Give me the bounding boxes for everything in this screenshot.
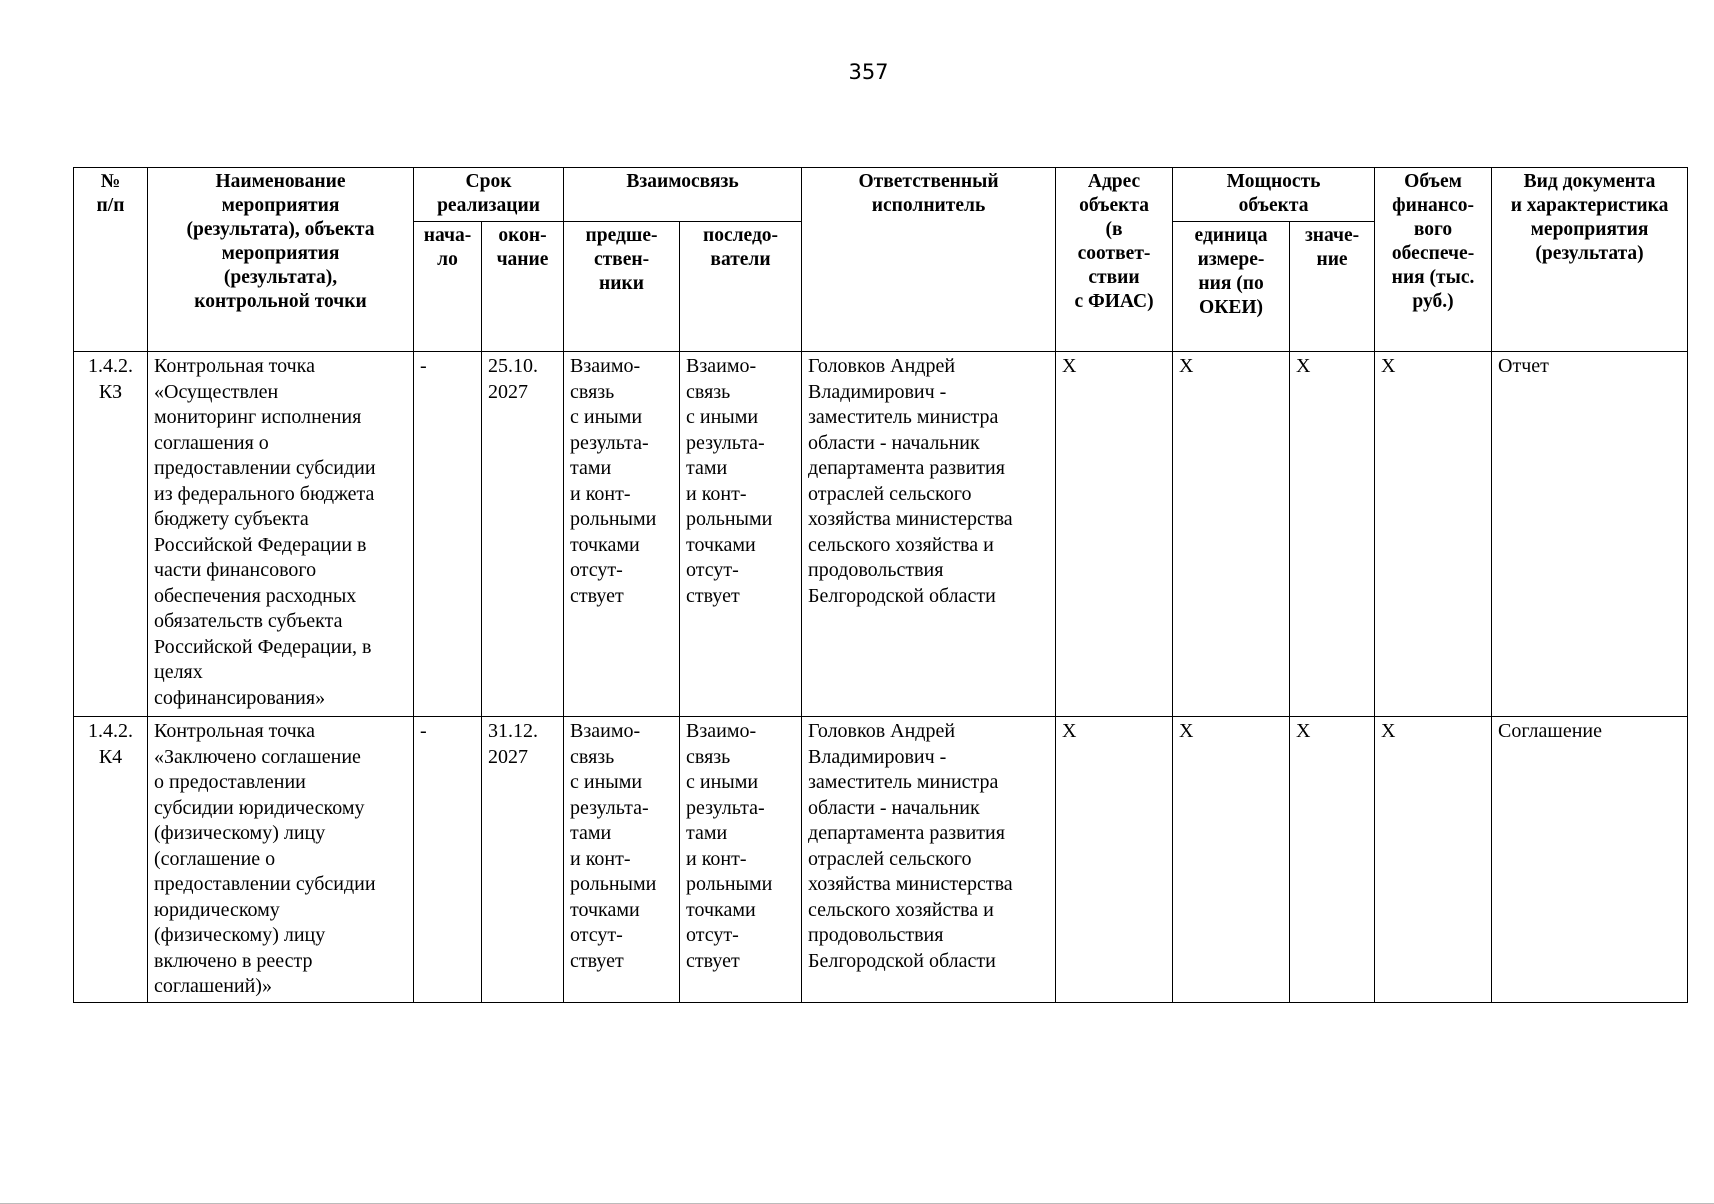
text-line: чание [496, 249, 549, 270]
cell-doc: Отчет [1492, 352, 1688, 717]
text-line: Взаимо- [686, 720, 757, 742]
cell-prev [564, 717, 680, 1003]
text-line: Российской Федерации в [154, 533, 367, 556]
text-line: департамента развития [808, 822, 1005, 844]
text-line: окон- [498, 225, 547, 246]
cell-start: - [414, 352, 482, 717]
text-line: Белгородской области [808, 949, 996, 972]
cell-end [482, 352, 564, 717]
text-line: 1.4.2. [88, 355, 133, 377]
text-line: тами [686, 822, 728, 844]
text-line: Контрольная точка [154, 720, 315, 742]
cell-responsible [802, 717, 1056, 1003]
header-capacity-value [1290, 222, 1375, 352]
cell-doc: Соглашение [1492, 717, 1688, 1003]
text-line: ния (тыс. [1391, 267, 1475, 288]
text-line: ло [437, 249, 458, 270]
header-doc [1492, 168, 1688, 352]
text-line: включено в реестр [154, 949, 313, 972]
text-line: юридическому [154, 898, 280, 921]
text-line: области - начальник [808, 796, 980, 819]
text-line: (соглашение о [154, 847, 276, 870]
text-line: результа- [570, 431, 649, 454]
text-line: с иными [570, 771, 643, 793]
table-row [74, 717, 1688, 1003]
cell-unit: X [1173, 352, 1290, 717]
text-line: 25.10. [488, 355, 538, 377]
text-line: мониторинг исполнения [154, 406, 362, 428]
table-header [74, 168, 1688, 352]
text-line: тами [570, 822, 612, 844]
text-line: продовольствия [808, 559, 944, 581]
text-line: Владимирович - [808, 745, 947, 768]
text-line: ствии [1088, 267, 1140, 288]
text-line: тами [686, 457, 728, 479]
text-line: бюджету субъекта [154, 508, 309, 530]
text-line: рольными [686, 873, 773, 895]
cell-next [680, 352, 802, 717]
text-line: единица [1194, 225, 1268, 246]
text-line: (результата), объекта [186, 219, 375, 240]
header-period-start [414, 222, 482, 352]
text-line: из федерального бюджета [154, 482, 375, 505]
text-line: соответ- [1077, 243, 1151, 264]
cell-value: X [1290, 717, 1375, 1003]
text-line: и конт- [686, 482, 747, 505]
text-line: сельского хозяйства и [808, 898, 994, 921]
header-volume [1375, 168, 1492, 352]
text-line: с ФИАС) [1074, 291, 1154, 312]
text-line: вого [1413, 219, 1453, 240]
text-line: рольными [570, 508, 657, 530]
text-line: о предоставлении [154, 771, 306, 793]
header-period [414, 168, 564, 222]
cell-volume: X [1375, 352, 1492, 717]
text-line: Объем [1404, 171, 1462, 192]
text-line: последо- [702, 225, 779, 246]
text-line: точками [686, 898, 756, 921]
text-line: обеспечения расходных [154, 584, 357, 607]
text-line: с иными [686, 771, 759, 793]
text-line: Ответственный [858, 171, 999, 192]
text-line: 1.4.2. [88, 720, 133, 742]
text-line: предоставлении субсидии [154, 873, 376, 895]
cell-responsible [802, 352, 1056, 717]
text-line: ватели [710, 249, 771, 270]
text-line: мероприятия [221, 195, 340, 216]
text-line: и конт- [686, 847, 747, 870]
text-line: «Заключено соглашение [154, 745, 361, 768]
cell-name [148, 352, 414, 717]
text-line: предоставлении субсидии [154, 457, 376, 479]
text-line: Вид документа [1523, 171, 1656, 192]
text-line: исполнитель [871, 195, 986, 216]
text-line: точками [570, 533, 640, 556]
text-line: отсут- [570, 924, 623, 946]
header-responsible [802, 168, 1056, 352]
text-line: (в [1105, 219, 1123, 240]
text-line: заместитель министра [808, 771, 999, 793]
text-line: и характеристика [1510, 195, 1669, 216]
text-line: соглашений)» [154, 975, 272, 997]
cell-prev [564, 352, 680, 717]
text-line: мероприятия [1530, 219, 1649, 240]
text-line: Наименование [215, 171, 346, 192]
text-line: Адрес [1087, 171, 1141, 192]
header-address [1056, 168, 1173, 352]
text-line: софинансирования» [154, 686, 326, 709]
text-line: результа- [570, 796, 649, 819]
text-line: сельского хозяйства и [808, 533, 994, 556]
text-line: ния (по [1198, 273, 1264, 294]
cell-num [74, 352, 148, 717]
text-line: ствен- [593, 249, 650, 270]
text-line: Владимирович - [808, 380, 947, 403]
cell-volume: X [1375, 717, 1492, 1003]
text-line: КЗ [98, 380, 123, 403]
text-line: результа- [686, 796, 765, 819]
text-line: связь [686, 745, 731, 768]
text-line: ОКЕИ) [1199, 297, 1264, 318]
text-line: объекта [1238, 195, 1309, 216]
cell-address: X [1056, 717, 1173, 1003]
cell-address: X [1056, 352, 1173, 717]
text-line: Взаимо- [570, 720, 641, 742]
text-line: рольными [570, 873, 657, 895]
table-row [74, 352, 1688, 717]
text-line: и конт- [570, 847, 631, 870]
text-line: точками [686, 533, 756, 556]
text-line: значе- [1304, 225, 1360, 246]
cell-unit: X [1173, 717, 1290, 1003]
text-line: отсут- [570, 559, 623, 581]
text-line: связь [570, 745, 615, 768]
text-line: ники [599, 273, 644, 294]
header-relation-next [680, 222, 802, 352]
text-line: точками [570, 898, 640, 921]
text-line: обеспече- [1391, 243, 1475, 264]
text-line: Срок [465, 171, 512, 192]
text-line: Контрольная точка [154, 355, 315, 377]
text-line: связь [686, 380, 731, 403]
text-line: 2027 [488, 380, 528, 403]
text-line: Мощность [1226, 171, 1321, 192]
text-line: с иными [570, 406, 643, 428]
text-line: 2027 [488, 745, 528, 768]
text-line: объекта [1079, 195, 1149, 216]
text-line: финансо- [1392, 195, 1474, 216]
cell-next [680, 717, 802, 1003]
text-line: хозяйства министерства [808, 873, 1013, 895]
text-line: отраслей сельского [808, 482, 972, 505]
text-line: п/п [96, 195, 125, 216]
text-line: контрольной точки [194, 291, 367, 312]
text-line: ние [1316, 249, 1348, 270]
text-line: предше- [585, 225, 658, 246]
text-line: № [100, 171, 121, 192]
header-capacity [1173, 168, 1375, 222]
cell-name [148, 717, 414, 1003]
text-line: заместитель министра [808, 406, 999, 428]
header-relation-prev [564, 222, 680, 352]
text-line: ствует [686, 584, 740, 607]
text-line: субсидии юридическому [154, 796, 365, 819]
text-line: нача- [423, 225, 472, 246]
text-line: продовольствия [808, 924, 944, 946]
text-line: (физическому) лицу [154, 822, 326, 844]
text-line: обязательств субъекта [154, 610, 343, 632]
text-line: Головков Андрей [808, 355, 956, 377]
page-number: 357 [848, 60, 889, 84]
text-line: ствует [570, 584, 624, 607]
header-relation: Взаимосвязь [564, 168, 802, 222]
text-line: измере- [1197, 249, 1265, 270]
header-num [74, 168, 148, 352]
text-line: тами [570, 457, 612, 479]
text-line: хозяйства министерства [808, 508, 1013, 530]
text-line: части финансового [154, 559, 317, 581]
text-line: (физическому) лицу [154, 924, 326, 946]
text-line: соглашения о [154, 431, 269, 454]
text-line: мероприятия [221, 243, 340, 264]
cell-end [482, 717, 564, 1003]
text-line: Взаимо- [686, 355, 757, 377]
text-line: целях [154, 661, 203, 683]
text-line: с иными [686, 406, 759, 428]
text-line: отраслей сельского [808, 847, 972, 870]
text-line: ствует [686, 949, 740, 972]
header-period-end [482, 222, 564, 352]
table-body [74, 352, 1688, 1003]
text-line: департамента развития [808, 457, 1005, 479]
header-name [148, 168, 414, 352]
header-capacity-unit [1173, 222, 1290, 352]
text-line: отсут- [686, 924, 739, 946]
text-line: связь [570, 380, 615, 403]
text-line: (результата) [1535, 243, 1644, 264]
text-line: Взаимо- [570, 355, 641, 377]
text-line: Головков Андрей [808, 720, 956, 742]
cell-value: X [1290, 352, 1375, 717]
text-line: отсут- [686, 559, 739, 581]
text-line: ствует [570, 949, 624, 972]
text-line: результа- [686, 431, 765, 454]
text-line: области - начальник [808, 431, 980, 454]
text-line: «Осуществлен [154, 380, 279, 403]
text-line: Российской Федерации, в [154, 635, 372, 658]
text-line: 31.12. [488, 720, 538, 742]
text-line: и конт- [570, 482, 631, 505]
text-line: К4 [98, 745, 123, 768]
events-table [73, 167, 1688, 1003]
text-line: Белгородской области [808, 584, 996, 607]
text-line: рольными [686, 508, 773, 530]
cell-num [74, 717, 148, 1003]
text-line: руб.) [1412, 291, 1454, 312]
text-line: реализации [437, 195, 540, 216]
text-line: (результата), [223, 267, 338, 288]
cell-start: - [414, 717, 482, 1003]
